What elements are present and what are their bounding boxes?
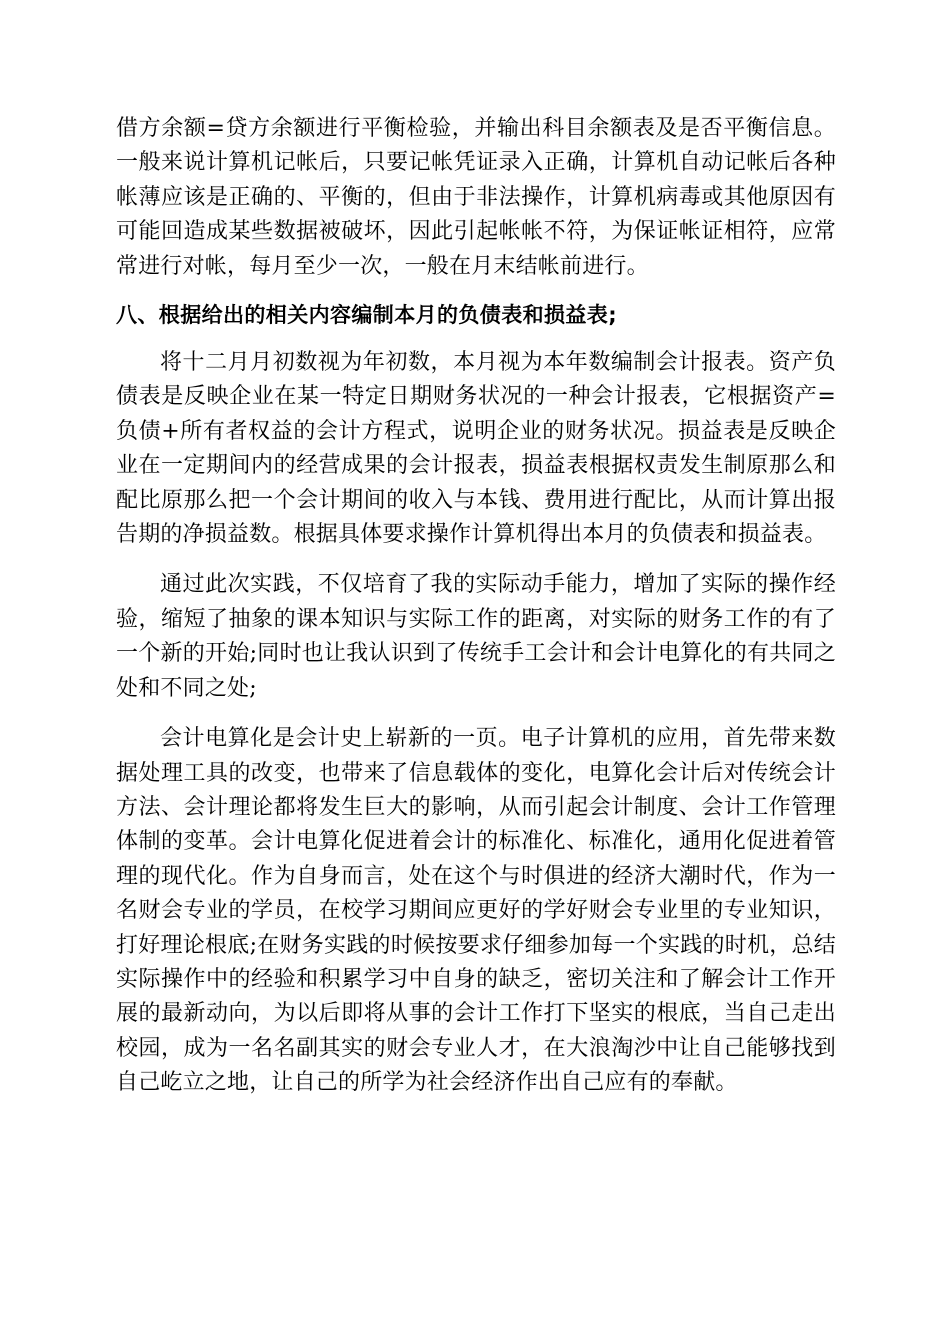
paragraph-computerized-accounting: 会计电算化是会计史上崭新的一页。电子计算机的应用，首先带来数据处理工具的改变，也带来了信息载体的变化，电算化会计后对传统会计方法、会计理论都将发生巨大的影响，从而引起会计制度、会计工作管理体制的变革。会计电算化促进着会计的标准化、标准化，通用化促进着管理的现代化。作为自身而言，处在这个与时俱进的经济大潮时代，作为一名财会专业的学员，在校学习期间应更好的学好财会专业里的专业知识，打好理论根底;在财务实践的时候按要求仔细参加每一个实践的时机，总结实际操作中的经验和积累学习中自身的缺乏，密切关注和了解会计工作开展的最新动向，为以后即将从事的会计工作打下坚实的根底，当自己走出校园，成为一名名副其实的财会专业人才，在大浪淘沙中让自己能够找到自己屹立之地，让自己的所学为社会经济作出自己应有的奉献。 — [116, 726, 836, 1096]
paragraph-financial-statements: 将十二月月初数视为年初数，本月视为本年数编制会计报表。资产负债表是反映企业在某一特定日期财务状况的一种会计报表，它根据资产=负债+所有者权益的会计方程式，说明企业的财务状况。损益表是反映企业在一定期间内的经营成果的会计报表，损益表根据权责发生制原那么和配比原那么把一个会计期间的收入与本钱、费用进行配比，从而计算出报告期的净损益数。根据具体要求操作计算机得出本月的负债表和损益表。 — [116, 350, 836, 548]
paragraph-practice-reflection: 通过此次实践，不仅培育了我的实际动手能力，增加了实际的操作经验，缩短了抽象的课本知识与实际工作的距离，对实际的财务工作的有了一个新的开始;同时也让我认识到了传统手工会计和会计电算化的有共同之处和不同之处; — [116, 572, 836, 701]
paragraph-reconciliation: 借方余额=贷方余额进行平衡检验，并输出科目余额表及是否平衡信息。一般来说计算机记帐后，只要记帐凭证录入正确，计算机自动记帐后各种帐薄应该是正确的、平衡的，但由于非法操作，计算机病毒或其他原因有可能回造成某些数据被破坏，因此引起帐帐不符，为保证帐证相符，应常常进行对帐，每月至少一次，一般在月末结帐前进行。 — [116, 116, 836, 279]
section-heading-eight: 八、根据给出的相关内容编制本月的负债表和损益表; — [116, 303, 617, 328]
document-body — [116, 112, 836, 1101]
